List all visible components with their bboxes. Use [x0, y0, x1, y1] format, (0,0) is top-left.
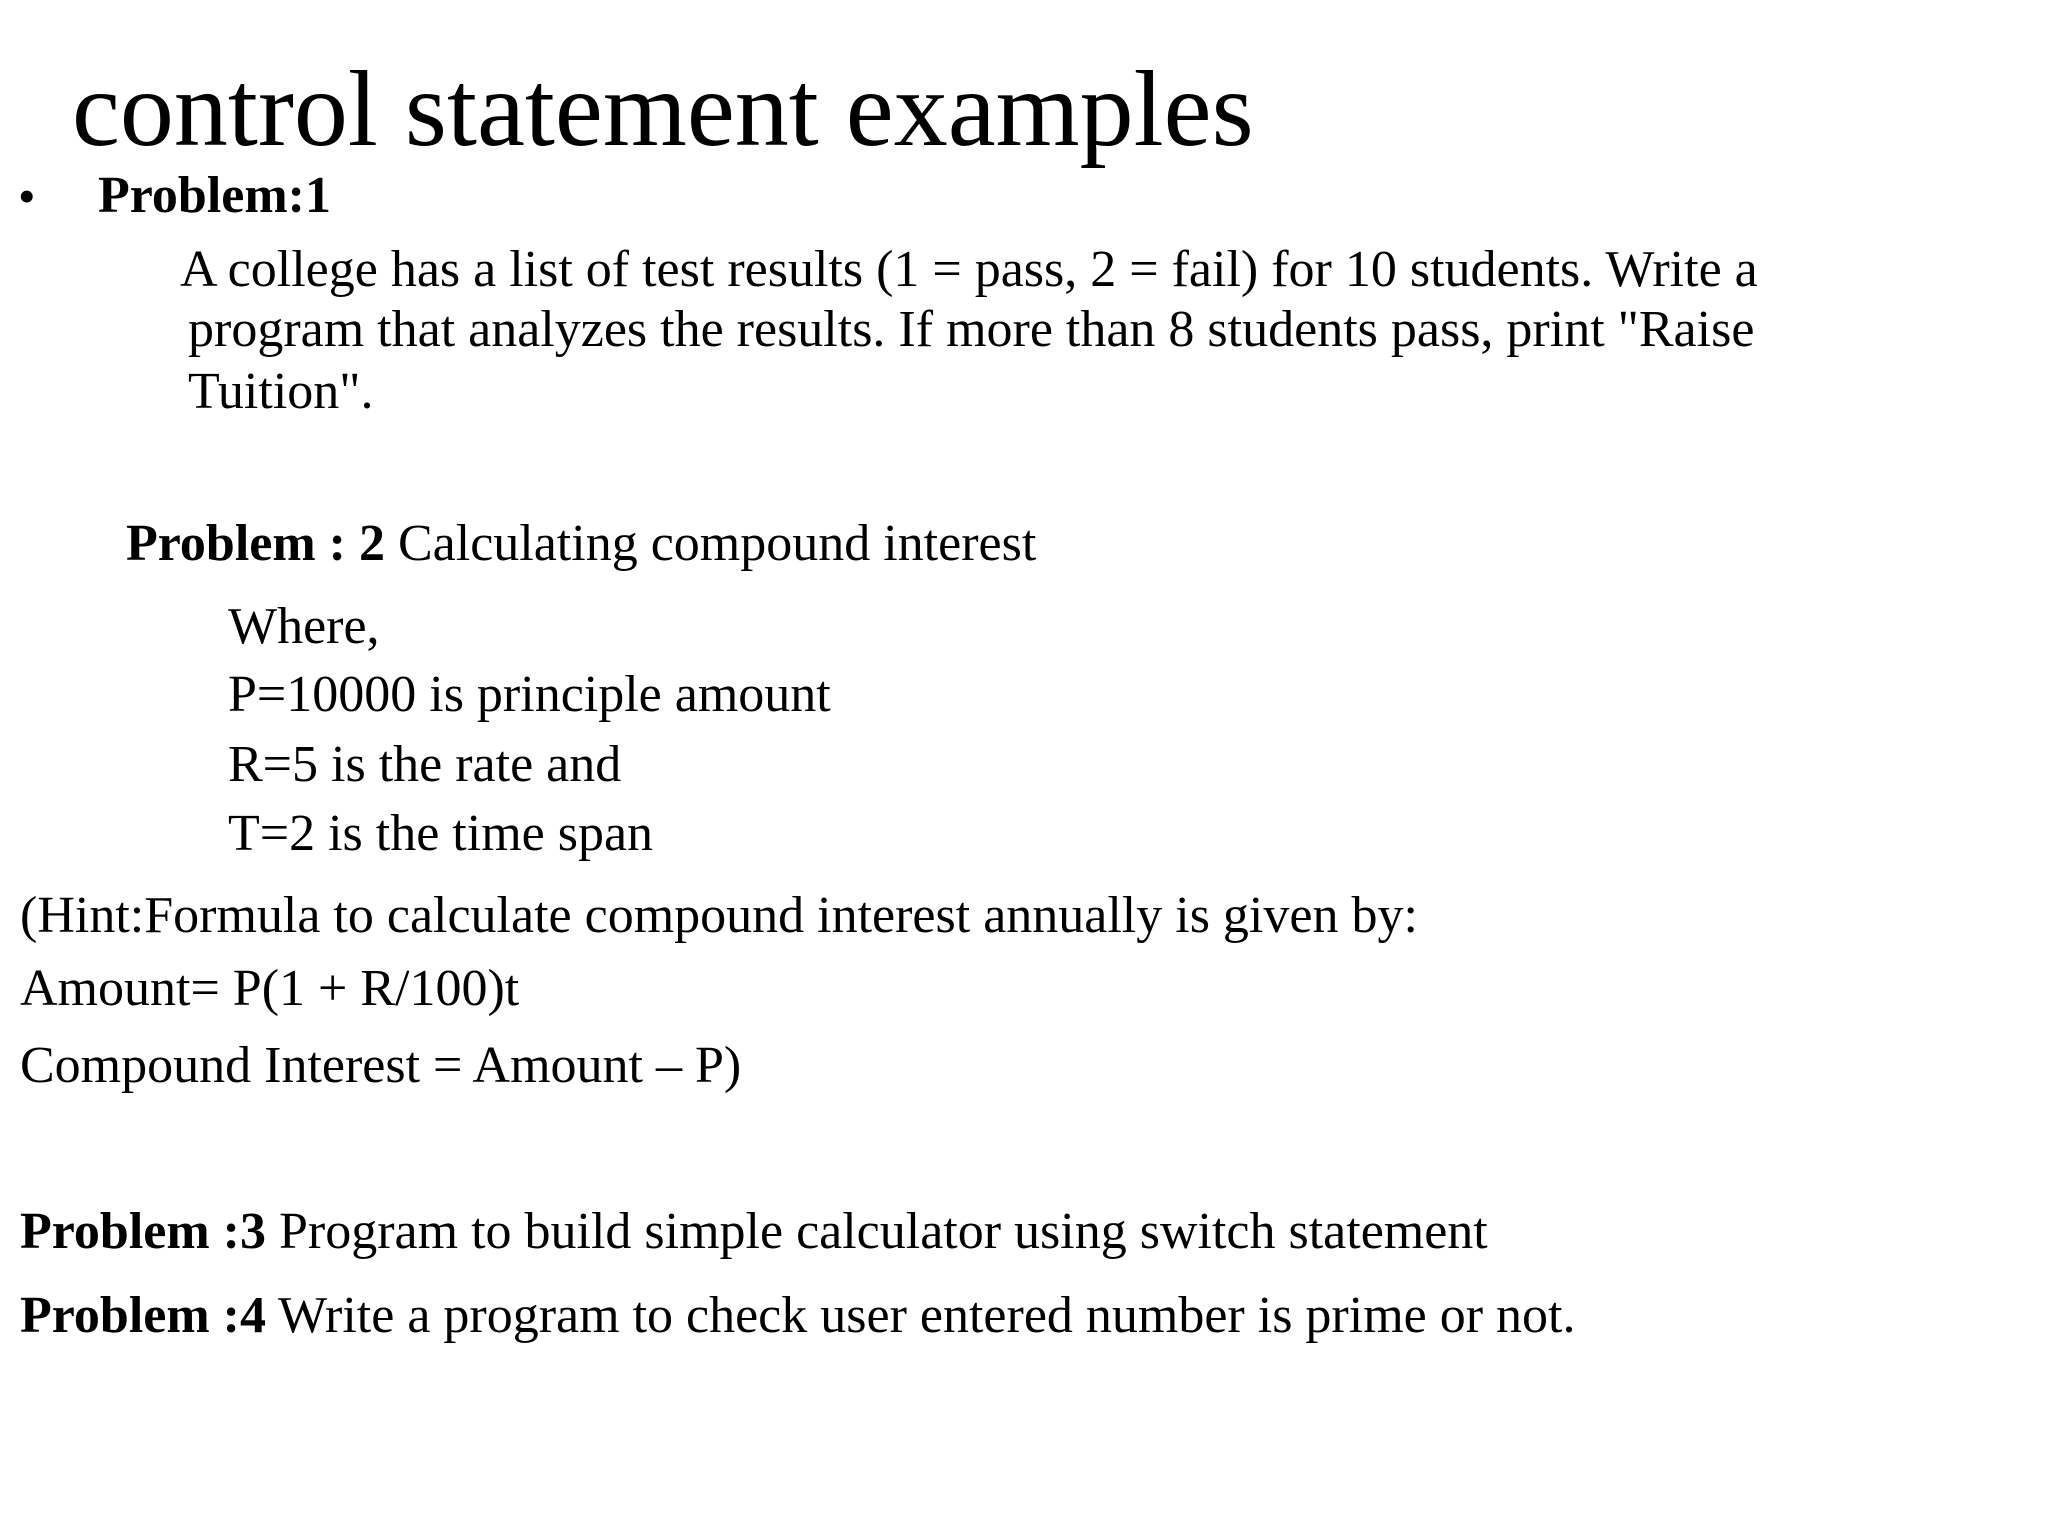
problem2-hint-line: (Hint:Formula to calculate compound interest annually is given by:: [20, 887, 1418, 944]
problem4-line: [20, 1284, 1575, 1348]
problem4-description: Write a program to check user entered number is prime or not.: [265, 1287, 1576, 1344]
problem2-where-line: Where,: [228, 598, 380, 655]
slide-title: control statement examples: [72, 50, 1254, 169]
problem1-text-line: Tuition".: [188, 363, 374, 420]
problem1-heading: Problem:1: [98, 167, 331, 224]
problem1-text-line: A college has a list of test results (1 = pass, 2 = fail) for 10 students. Write a: [180, 241, 1758, 298]
problem2-heading: Problem : 2: [126, 515, 385, 572]
problem2-hint-line: Amount= P(1 + R/100)t: [20, 960, 520, 1017]
problem2-description: Calculating compound interest: [384, 515, 1037, 572]
problem3-description: Program to build simple calculator using switch statement: [265, 1203, 1488, 1260]
problem1-text-line: program that analyzes the results. If more than 8 students pass, print "Raise: [188, 301, 1755, 358]
problem3-line: [20, 1200, 1488, 1264]
problem4-heading: Problem :4: [20, 1287, 266, 1344]
bullet-marker: •: [18, 168, 36, 224]
problem2-hint-line: Compound Interest = Amount – P): [20, 1037, 742, 1094]
problem2-where-line: T=2 is the time span: [228, 805, 654, 862]
problem2-where-line: R=5 is the rate and: [228, 736, 622, 793]
problem3-heading: Problem :3: [20, 1203, 266, 1260]
problem2-line: [126, 512, 1036, 576]
problem2-where-line: P=10000 is principle amount: [228, 666, 831, 723]
